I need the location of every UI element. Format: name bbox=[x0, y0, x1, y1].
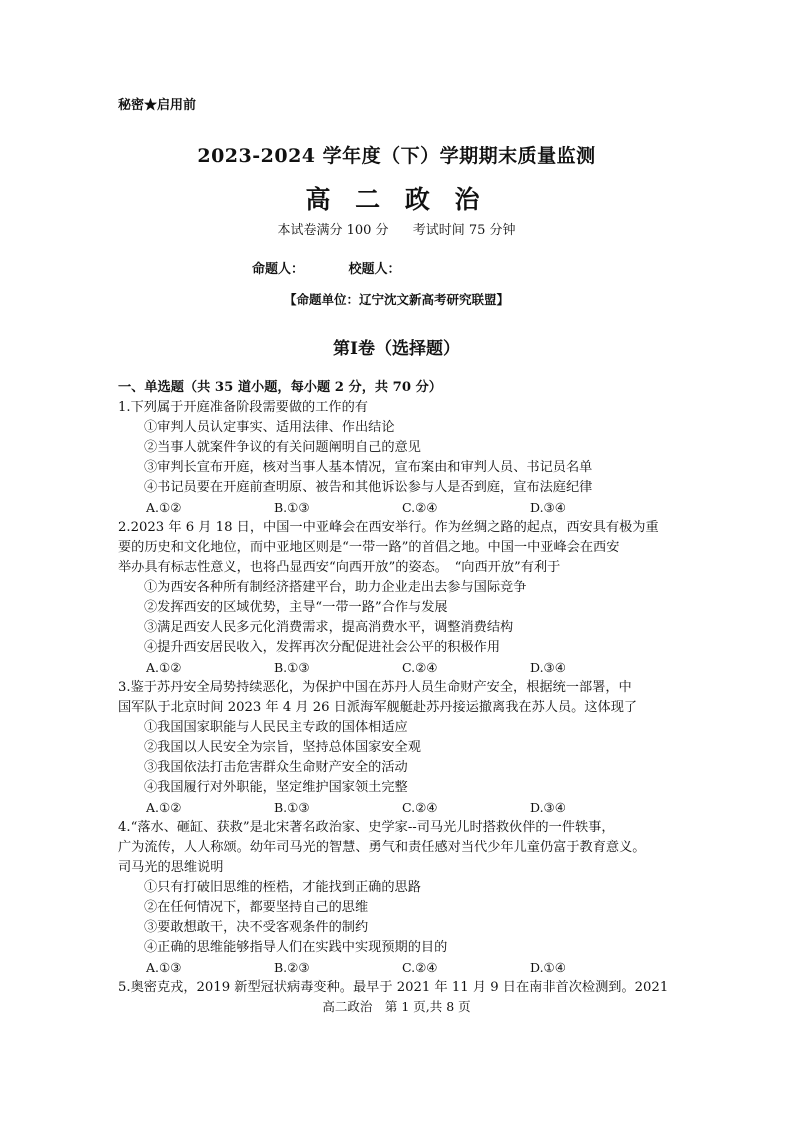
answer-choice: B.①③ bbox=[274, 800, 310, 815]
score-info: 本试卷满分 100 分 bbox=[277, 223, 389, 238]
secret-label: 秘密★启用前 bbox=[118, 98, 197, 113]
question-stem-line: 广为流传，人人称颂。幼年司马光的智慧、勇气和责任感对当代少年儿童仍富于教育意义。 bbox=[118, 840, 646, 855]
part-title: 第Ⅰ卷（选择题） bbox=[333, 339, 460, 359]
question-option: ③要敢想敢干，决不受客观条件的制约 bbox=[144, 920, 369, 935]
answer-choices bbox=[118, 958, 698, 978]
question-option: ①只有打破旧思维的桎梏，才能找到正确的思路 bbox=[144, 880, 421, 895]
setter-label: 命题人： bbox=[252, 262, 305, 277]
question-1 bbox=[118, 398, 698, 518]
answer-choice: C.②④ bbox=[402, 500, 438, 515]
question-option: ③满足西安人民多元化消费需求，提高消费水平，调整消费结构 bbox=[144, 620, 514, 635]
question-option: ④提升西安居民收入，发挥再次分配促进社会公平的积极作用 bbox=[144, 640, 501, 655]
answer-choice: D.①④ bbox=[530, 960, 566, 975]
question-stem-line: 要的历史和文化地位，而中亚地区则是“一带一路”的首倡之地。中国一中亚峰会在西安 bbox=[118, 540, 620, 555]
organization: 【命题单位：辽宁沈文新高考研究联盟】 bbox=[283, 292, 509, 307]
answer-choices bbox=[118, 798, 698, 818]
question-option: ③我国依法打击危害群众生命财产安全的活动 bbox=[144, 760, 408, 775]
question-list bbox=[118, 378, 698, 998]
question-option: ④我国履行对外职能，坚定维护国家领土完整 bbox=[144, 780, 408, 795]
answer-choice: B.②③ bbox=[274, 960, 310, 975]
question-option: ②发挥西安的区域优势，主导“一带一路”合作与发展 bbox=[144, 600, 448, 615]
question-option: ②我国以人民安全为宗旨，坚持总体国家安全观 bbox=[144, 740, 421, 755]
answer-choice: D.③④ bbox=[530, 660, 566, 675]
question-option: ②当事人就案件争议的有关问题阐明自己的意见 bbox=[144, 440, 421, 455]
question-stem-line: 举办具有标志性意义，也将凸显西安“向西开放”的姿态。 “向西开放”有利于 bbox=[118, 560, 561, 575]
question-stem-line: 2.2023 年 6 月 18 日，中国一中亚峰会在西安举行。作为丝绸之路的起点，西安具有极为重 bbox=[118, 520, 659, 535]
time-info: 考试时间 75 分钟 bbox=[412, 223, 516, 238]
authors bbox=[252, 258, 441, 277]
answer-choice: B.①③ bbox=[274, 660, 310, 675]
question-option: ②在任何情况下，都要坚持自己的思维 bbox=[144, 900, 369, 915]
answer-choice: A.①② bbox=[146, 660, 182, 675]
answer-choice: C.②④ bbox=[402, 660, 438, 675]
question-5 bbox=[118, 978, 698, 998]
question-option: ①为西安各种所有制经济搭建平台，助力企业走出去参与国际竞争 bbox=[144, 580, 527, 595]
answer-choice: C.②④ bbox=[402, 960, 438, 975]
question-stem-line: 5.奥密克戎，2019 新型冠状病毒变种。最早于 2021 年 11 月 9 日在南非首次检测到。2021 bbox=[118, 980, 669, 995]
answer-choice: D.③④ bbox=[530, 800, 566, 815]
reviewer-label: 校题人： bbox=[348, 262, 401, 277]
question-option: ①我国国家职能与人民民主专政的国体相适应 bbox=[144, 720, 408, 735]
question-stem-line: 1.下列属于开庭准备阶段需要做的工作的有 bbox=[118, 400, 368, 415]
question-option: ④书记员要在开庭前查明原、被告和其他诉讼参与人是否到庭，宣布法庭纪律 bbox=[144, 480, 593, 495]
question-stem-line: 4.“落水、砸缸、获救”是北宋著名政治家、史学家--司马光儿时搭救伙伴的一件轶事， bbox=[118, 820, 615, 835]
question-3 bbox=[118, 678, 698, 818]
answer-choice: D.③④ bbox=[530, 500, 566, 515]
question-stem-line: 3.鉴于苏丹安全局势持续恶化，为保护中国在苏丹人员生命财产安全，根据统一部署，中 bbox=[118, 680, 632, 695]
subject-title: 高 二 政 治 bbox=[305, 185, 488, 214]
question-4 bbox=[118, 818, 698, 978]
answer-choice: A.①② bbox=[146, 800, 182, 815]
answer-choice: A.①③ bbox=[146, 960, 182, 975]
question-2 bbox=[118, 518, 698, 678]
exam-title: 2023-2024 学年度（下）学期期末质量监测 bbox=[197, 145, 596, 167]
question-stem-line: 司马光的思维说明 bbox=[118, 860, 224, 875]
question-stem-line: 国军队于北京时间 2023 年 4 月 26 日派海军舰艇赴苏丹接运撤离我在苏人员。这体现了 bbox=[118, 700, 638, 715]
answer-choice: B.①③ bbox=[274, 500, 310, 515]
answer-choices bbox=[118, 658, 698, 678]
question-option: ①审判人员认定事实、适用法律、作出结论 bbox=[144, 420, 395, 435]
answer-choices bbox=[118, 498, 698, 518]
answer-choice: A.①② bbox=[146, 500, 182, 515]
answer-choice: C.②④ bbox=[402, 800, 438, 815]
page-footer: 高二政治 第 1 页,共 8 页 bbox=[322, 999, 471, 1014]
question-option: ④正确的思维能够指导人们在实践中实现预期的目的 bbox=[144, 940, 448, 955]
section-title: 一、单选题（共 35 道小题，每小题 2 分，共 70 分） bbox=[118, 380, 442, 395]
question-option: ③审判长宣布开庭，核对当事人基本情况，宣布案由和审判人员、书记员名单 bbox=[144, 460, 593, 475]
exam-meta bbox=[0, 219, 793, 238]
